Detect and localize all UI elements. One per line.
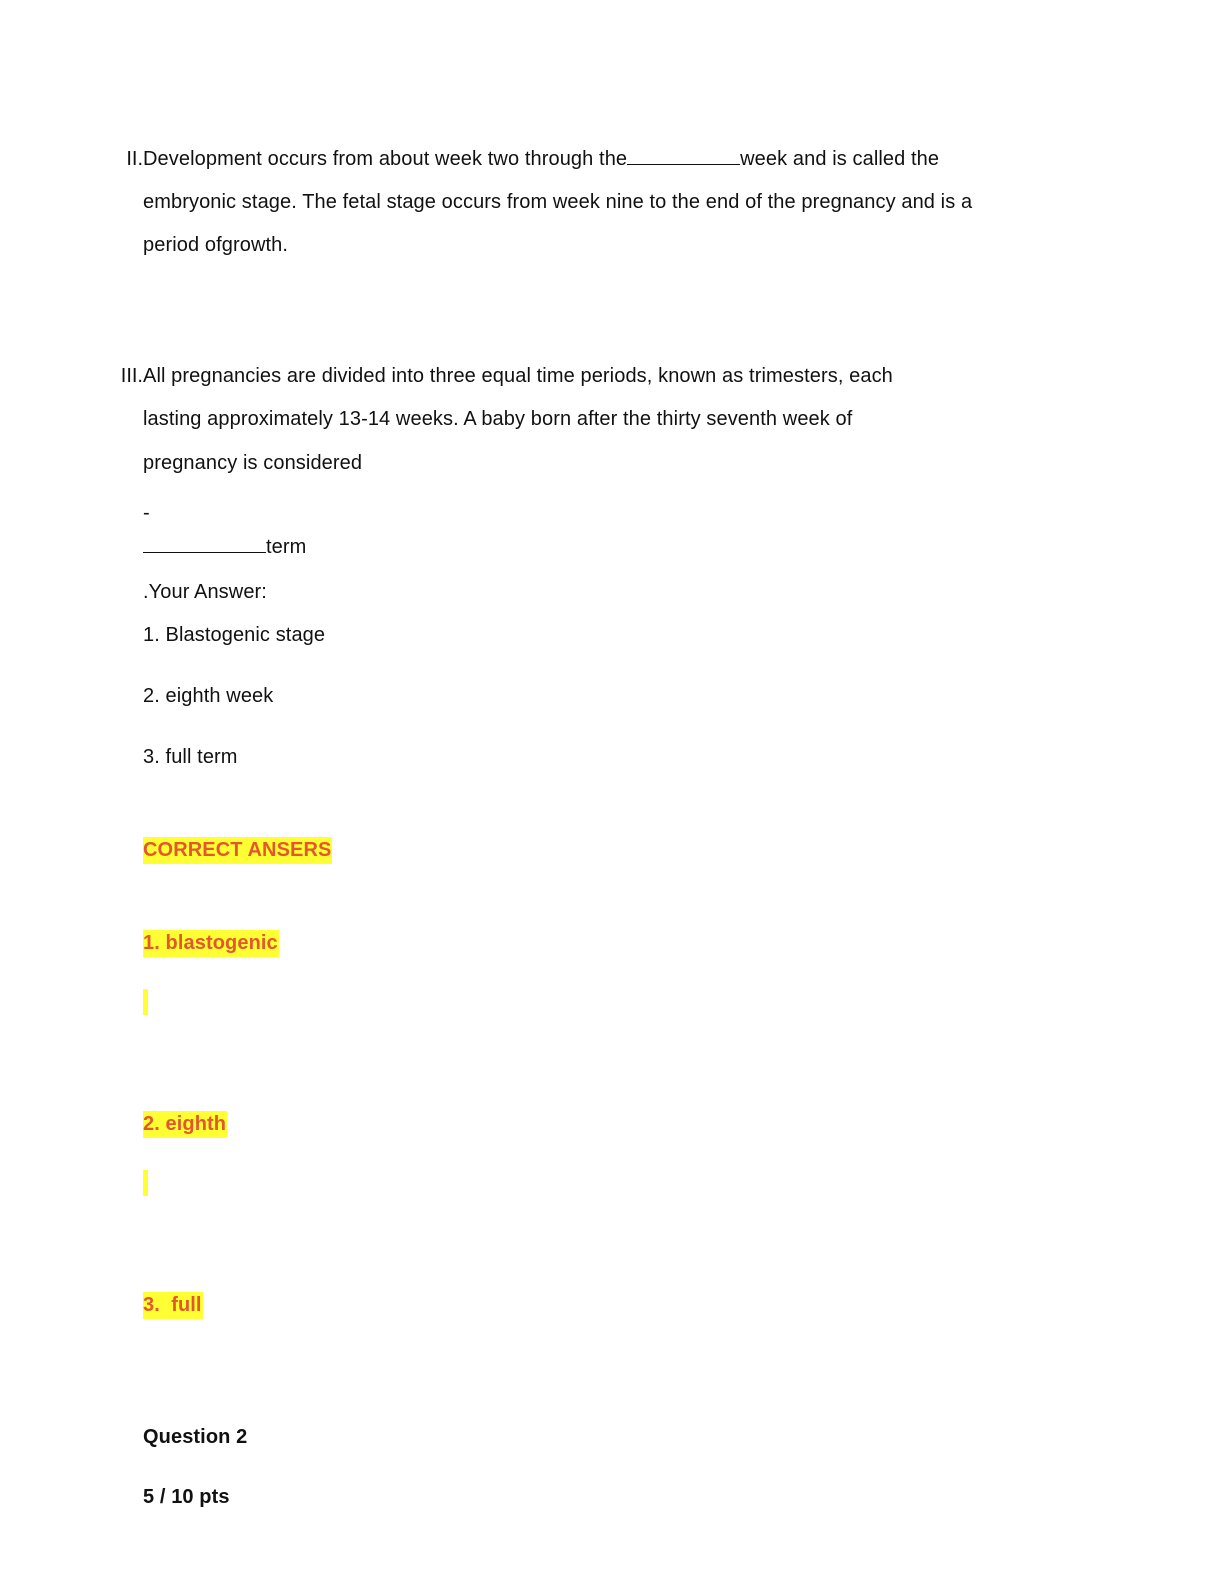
- question-iii-numeral: III.: [120, 365, 143, 387]
- question-ii-text-after-blank: week and is called the: [740, 148, 940, 170]
- highlight-marker: [143, 1170, 148, 1196]
- your-answer-item-2: 2. eighth week: [143, 685, 274, 707]
- question-iii-blank-line: [143, 534, 306, 560]
- question-ii-line-3: period ofgrowth.: [143, 234, 289, 256]
- correct-answer-item-2-text: 2. eighth: [143, 1111, 227, 1138]
- question-ii-line-2: embryonic stage. The fetal stage occurs from week nine to the end of the pregnancy and is a: [143, 191, 973, 213]
- your-answer-item-3: 3. full term: [143, 746, 238, 768]
- question-ii-line-1: [143, 146, 939, 172]
- question-iii-line-2: lasting approximately 13-14 weeks. A baby born after the thirty seventh week of: [143, 408, 853, 430]
- question-iii-blank-suffix: term: [266, 536, 307, 558]
- your-answer-label: .Your Answer:: [143, 581, 267, 603]
- correct-answer-item-3: [143, 1292, 203, 1318]
- correct-answers-heading: [143, 837, 332, 863]
- correct-answer-item-3-text: 3. full: [143, 1292, 203, 1319]
- correct-answer-item-1: [143, 930, 279, 956]
- question-iii-blank: [143, 534, 266, 553]
- question-ii-blank: [627, 146, 740, 165]
- question-2-score: 5 / 10 pts: [143, 1486, 230, 1508]
- question-iii-line-1: All pregnancies are divided into three equal time periods, known as trimesters, each: [143, 365, 893, 387]
- correct-answer-item-1-text: 1. blastogenic: [143, 930, 279, 957]
- question-ii-numeral: II.: [126, 148, 143, 170]
- your-answer-item-1: 1. Blastogenic stage: [143, 624, 326, 646]
- correct-answers-heading-text: CORRECT ANSERS: [143, 837, 332, 864]
- question-iii-line-3: pregnancy is considered: [143, 452, 363, 474]
- question-iii-dash: -: [143, 502, 150, 524]
- correct-answer-item-2: [143, 1111, 227, 1137]
- question-2-title: Question 2: [143, 1426, 248, 1448]
- highlight-marker: [143, 989, 148, 1015]
- question-ii-text-before-blank: Development occurs from about week two through the: [143, 148, 628, 170]
